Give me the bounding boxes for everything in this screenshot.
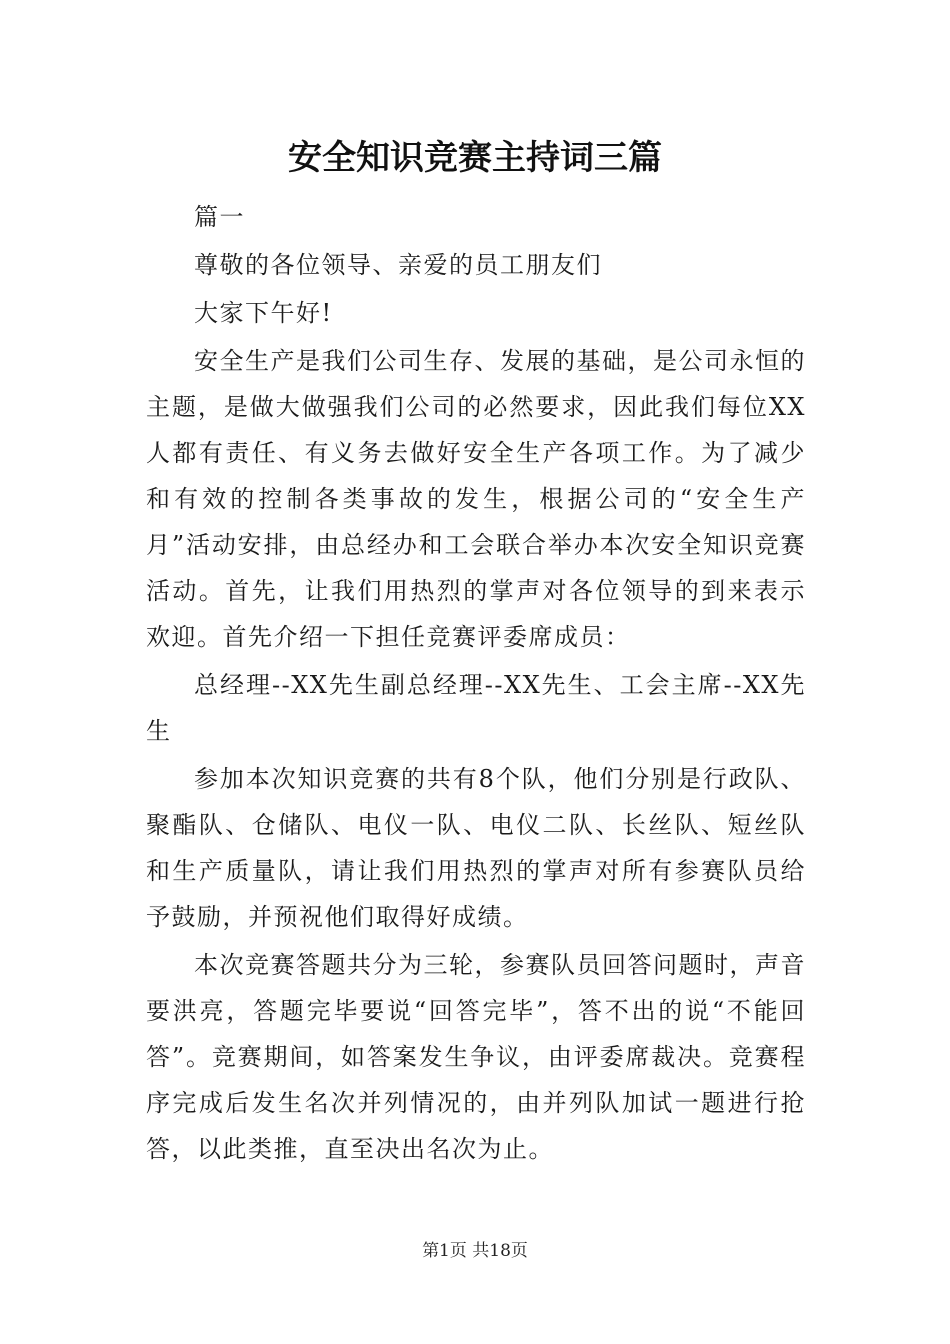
judges-paragraph: 总经理--XX先生副总经理--XX先生、工会主席--XX先生 <box>146 671 806 745</box>
document-title: 安全知识竞赛主持词三篇 <box>288 138 662 178</box>
body-paragraph: 本次竞赛答题共分为三轮，参赛队员回答问题时，声音要洪亮，答题完毕要说“回答完毕”，答不出的说“不能回答”。竞赛期间，如答案发生争议，由评委席裁决。竞赛程序完成后发生名次并列情况的，由并列队加试一题进行抢答，以此类推，直至决出名次为止。 <box>146 951 806 1163</box>
body-paragraph: 参加本次知识竞赛的共有8个队，他们分别是行政队、聚酯队、仓储队、电仪一队、电仪二队、长丝队、短丝队和生产质量队，请让我们用热烈的掌声对所有参赛队员给予鼓励，并预祝他们取得好成绩。 <box>146 765 806 931</box>
document-body <box>146 194 806 1174</box>
section-heading: 篇一 <box>194 203 245 231</box>
salutation: 尊敬的各位领导、亲爱的员工朋友们 <box>194 251 602 279</box>
body-paragraph: 安全生产是我们公司生存、发展的基础，是公司永恒的主题，是做大做强我们公司的必然要求，因此我们每位XX人都有责任、有义务去做好安全生产各项工作。为了减少和有效的控制各类事故的发生，根据公司的“安全生产月”活动安排，由总经办和工会联合举办本次安全知识竞赛活动。首先，让我们用热烈的掌声对各位领导的到来表示欢迎。首先介绍一下担任竞赛评委席成员： <box>146 347 806 651</box>
greeting: 大家下午好! <box>194 299 333 327</box>
page-number: 第1页 共18页 <box>422 1241 528 1261</box>
